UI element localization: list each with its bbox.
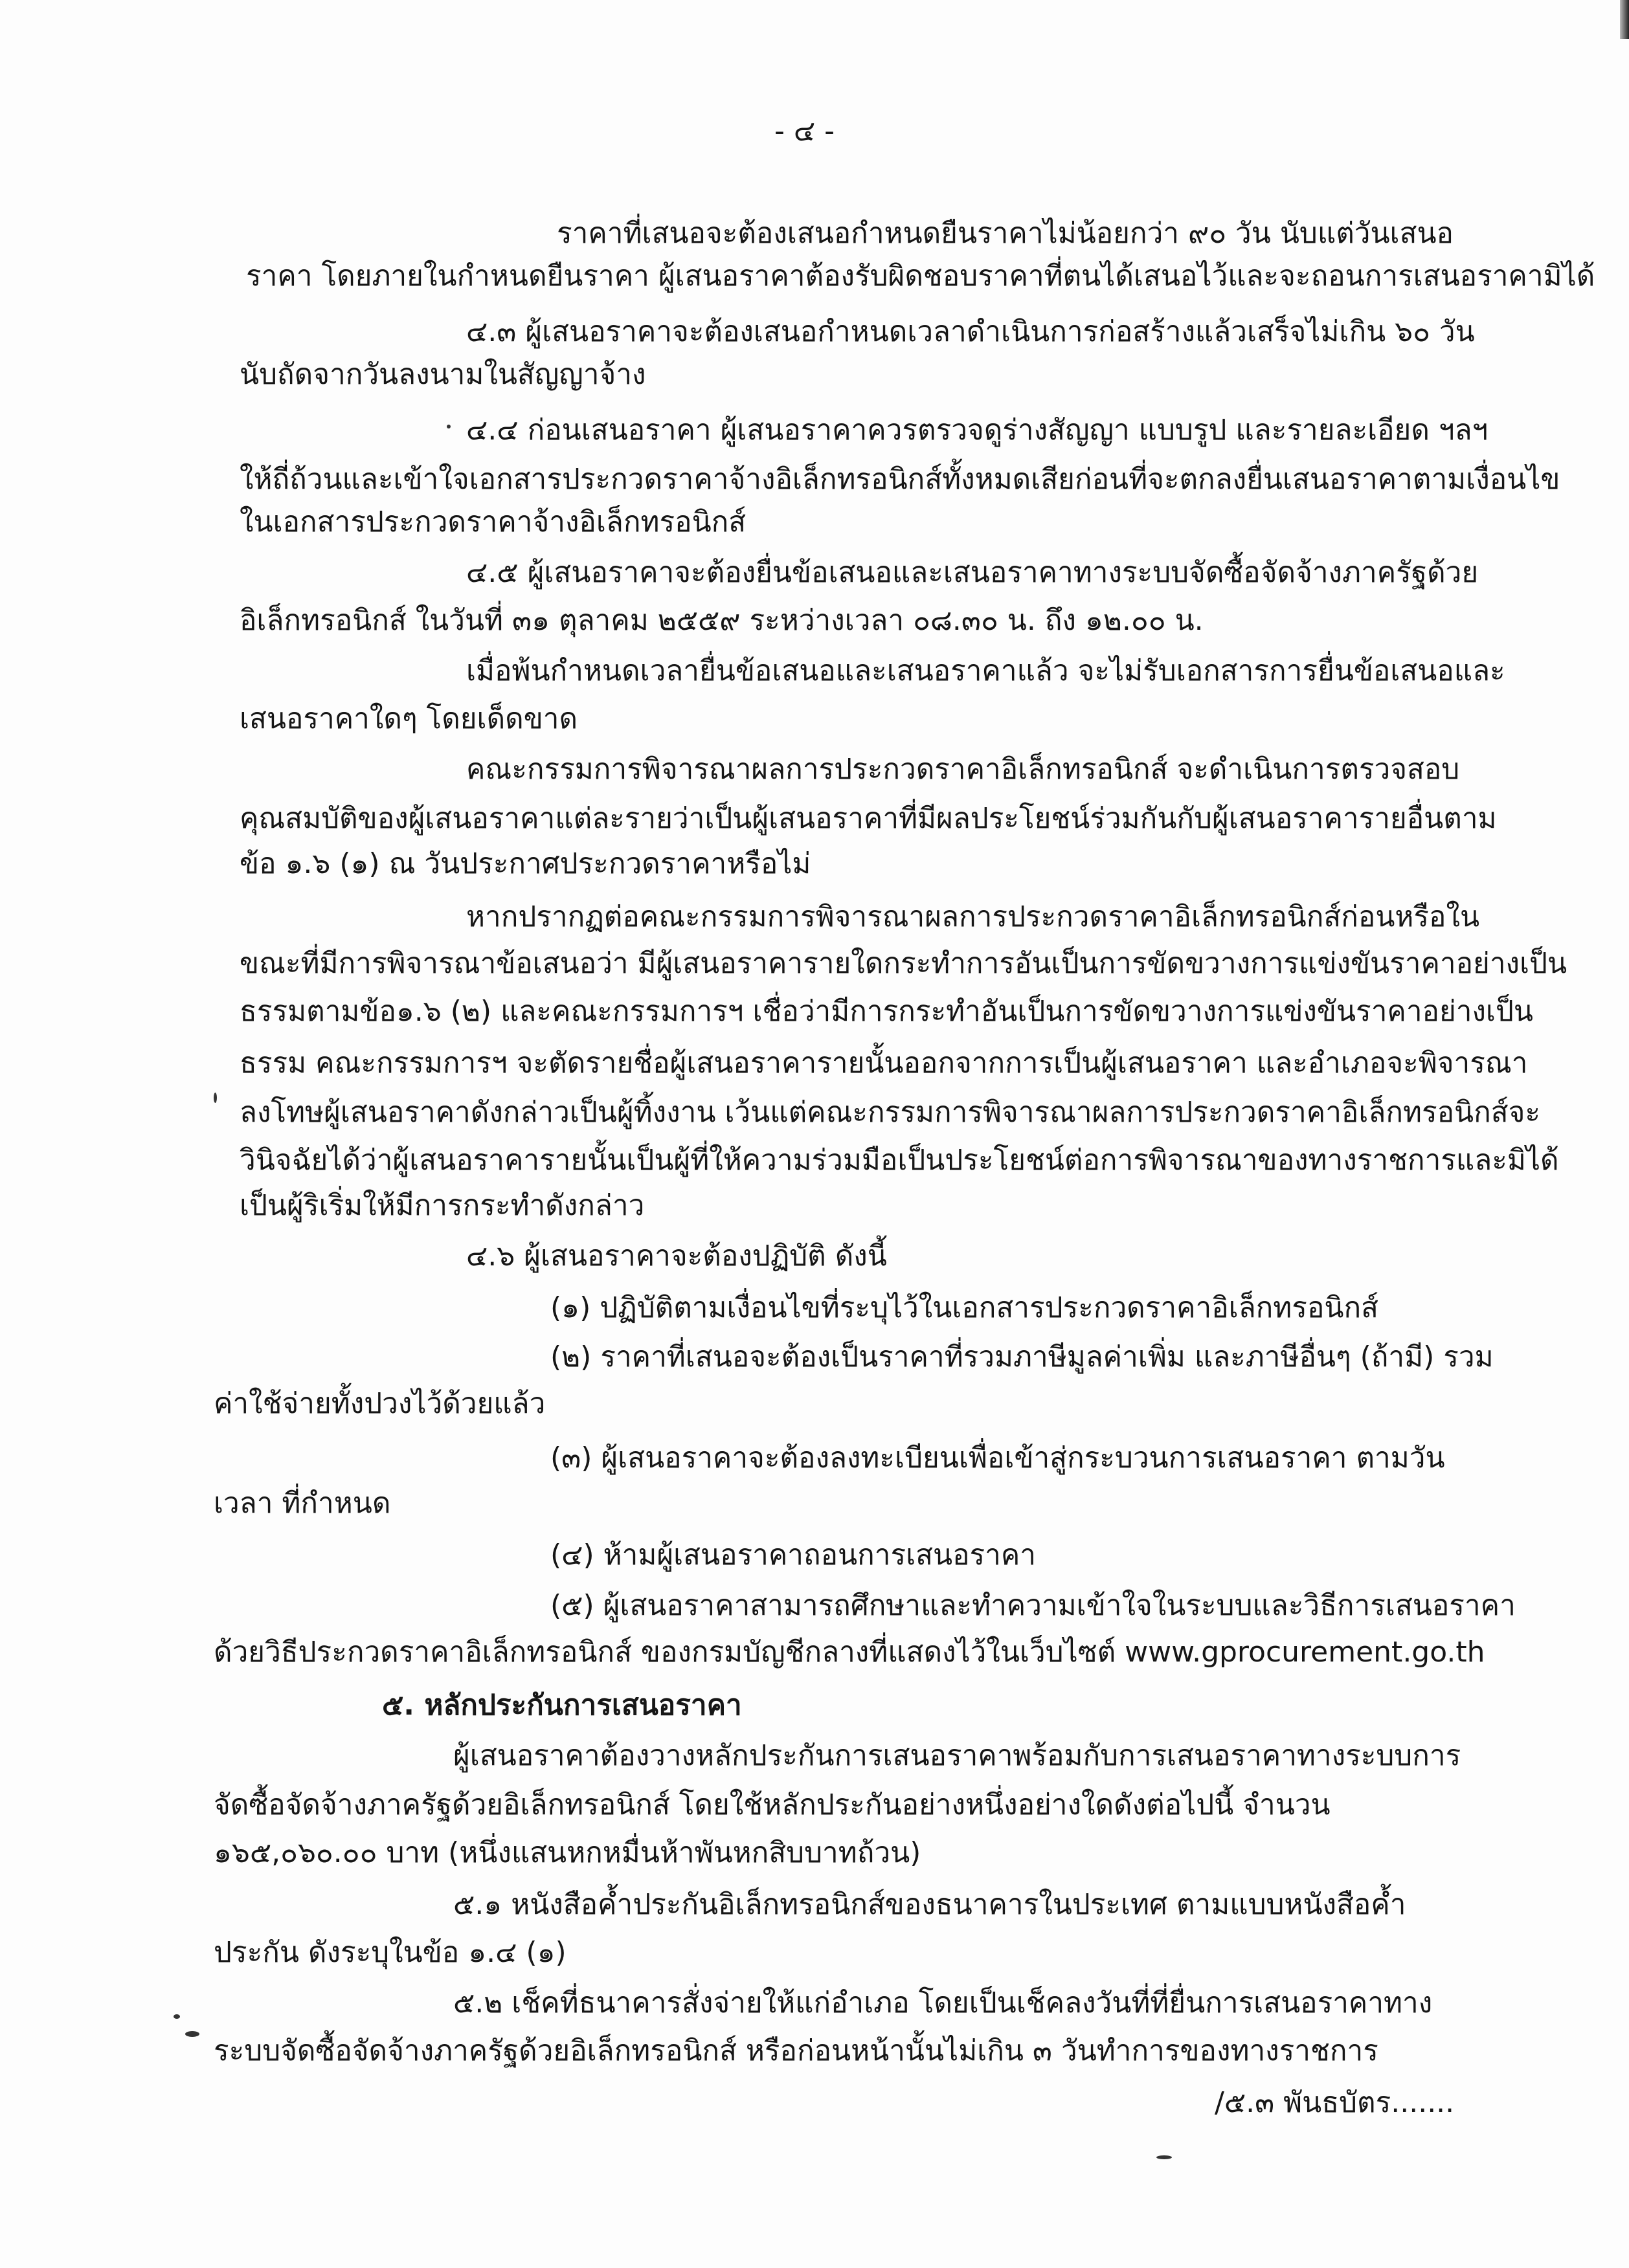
paragraph-line: ๔.๕ ผู้เสนอราคาจะต้องยื่นข้อเสนอและเสนอราคาทางระบบจัดซื้อจัดจ้างภาครัฐด้วย	[466, 556, 1479, 589]
paragraph-line: ๑๖๕,๐๖๐.๐๐ บาท (หนึ่งแสนหกหมื่นห้าพันหกสิบบาทถ้วน)	[214, 1836, 921, 1869]
page-number: - ๔ -	[774, 115, 835, 148]
scan-speck	[447, 425, 451, 428]
paragraph-line: ๕.๑ หนังสือค้ำประกันอิเล็กทรอนิกส์ของธนาคารในประเทศ ตามแบบหนังสือค้ำ	[453, 1888, 1406, 1921]
paragraph-line: ลงโทษผู้เสนอราคาดังกล่าวเป็นผู้ทิ้งงาน เว้นแต่คณะกรรมการพิจารณาผลการประกวดราคาอิเล็กทรอนิกส์จะ	[240, 1096, 1541, 1129]
paragraph-line: ๔.๓ ผู้เสนอราคาจะต้องเสนอกำหนดเวลาดำเนินการก่อสร้างแล้วเสร็จไม่เกิน ๖๐ วัน	[466, 315, 1475, 348]
paragraph-line: ให้ถี่ถ้วนและเข้าใจเอกสารประกวดราคาจ้างอิเล็กทรอนิกส์ทั้งหมดเสียก่อนที่จะตกลงยื่นเสนอราคาตามเงื่อนไข	[240, 463, 1560, 496]
scan-speck	[174, 2014, 180, 2019]
paragraph-line: จัดซื้อจัดจ้างภาครัฐด้วยอิเล็กทรอนิกส์ โดยใช้หลักประกันอย่างหนึ่งอย่างใดดังต่อไปนี้ จำนวน	[214, 1788, 1331, 1821]
paragraph-line: ประกัน ดังระบุในข้อ ๑.๔ (๑)	[214, 1936, 567, 1969]
paragraph-line: ราคาที่เสนอจะต้องเสนอกำหนดยืนราคาไม่น้อยกว่า ๙๐ วัน นับแต่วันเสนอ	[557, 217, 1454, 250]
continuation-note: /๕.๓ พันธบัตร.......	[1215, 2086, 1455, 2119]
paragraph-line: ข้อ ๑.๖ (๑) ณ วันประกาศประกวดราคาหรือไม่	[240, 847, 811, 880]
paragraph-line: (๔) ห้ามผู้เสนอราคาถอนการเสนอราคา	[550, 1539, 1036, 1572]
paragraph-line: หากปรากฏต่อคณะกรรมการพิจารณาผลการประกวดราคาอิเล็กทรอนิกส์ก่อนหรือใน	[466, 900, 1480, 933]
paragraph-line: ค่าใช้จ่ายทั้งปวงไว้ด้วยแล้ว	[214, 1387, 546, 1420]
paragraph-line: (๕) ผู้เสนอราคาสามารถศึกษาและทำความเข้าใจในระบบและวิธีการเสนอราคา	[550, 1589, 1516, 1622]
paragraph-line: คณะกรรมการพิจารณาผลการประกวดราคาอิเล็กทรอนิกส์ จะดำเนินการตรวจสอบ	[466, 753, 1460, 786]
paragraph-line: อิเล็กทรอนิกส์ ในวันที่ ๓๑ ตุลาคม ๒๕๕๙ ระหว่างเวลา ๐๘.๓๐ น. ถึง ๑๒.๐๐ น.	[240, 604, 1204, 637]
paragraph-line: (๓) ผู้เสนอราคาจะต้องลงทะเบียนเพื่อเข้าสู่กระบวนการเสนอราคา ตามวัน	[550, 1441, 1445, 1474]
section-heading: ๕. หลักประกันการเสนอราคา	[382, 1689, 742, 1722]
paragraph-line: (๑) ปฏิบัติตามเงื่อนไขที่ระบุไว้ในเอกสารประกวดราคาอิเล็กทรอนิกส์	[550, 1291, 1378, 1324]
paragraph-line: ระบบจัดซื้อจัดจ้างภาครัฐด้วยอิเล็กทรอนิกส์ หรือก่อนหน้านั้นไม่เกิน ๓ วันทำการของทางราชการ	[214, 2034, 1378, 2067]
paragraph-line: ในเอกสารประกวดราคาจ้างอิเล็กทรอนิกส์	[240, 506, 747, 539]
paragraph-line: คุณสมบัติของผู้เสนอราคาแต่ละรายว่าเป็นผู้เสนอราคาที่มีผลประโยชน์ร่วมกันกับผู้เสนอราคารายอื่นตาม	[240, 802, 1497, 835]
paragraph-line: ราคา โดยภายในกำหนดยืนราคา ผู้เสนอราคาต้องรับผิดชอบราคาที่ตนได้เสนอไว้และจะถอนการเสนอราคามิได้	[246, 260, 1595, 293]
scan-edge-shadow	[1620, 0, 1629, 39]
paragraph-line: (๒) ราคาที่เสนอจะต้องเป็นราคาที่รวมภาษีมูลค่าเพิ่ม และภาษีอื่นๆ (ถ้ามี) รวม	[550, 1340, 1494, 1373]
paragraph-line: เวลา ที่กำหนด	[214, 1487, 391, 1520]
paragraph-line: เสนอราคาใดๆ โดยเด็ดขาด	[240, 702, 578, 735]
scan-speck	[185, 2031, 199, 2037]
paragraph-line: ธรรมตามข้อ๑.๖ (๒) และคณะกรรมการฯ เชื่อว่ามีการกระทำอันเป็นการขัดขวางการแข่งขันราคาอย่างเป็น	[240, 995, 1533, 1028]
paragraph-line: ธรรม คณะกรรมการฯ จะตัดรายชื่อผู้เสนอราคารายนั้นออกจากการเป็นผู้เสนอราคา และอำเภอจะพิจารณา	[240, 1047, 1528, 1080]
paragraph-line: นับถัดจากวันลงนามในสัญญาจ้าง	[240, 358, 646, 391]
paragraph-line: วินิจฉัยได้ว่าผู้เสนอราคารายนั้นเป็นผู้ที่ให้ความร่วมมือเป็นประโยชน์ต่อการพิจารณาของทางราชการและมิได้	[240, 1144, 1559, 1177]
paragraph-line: ๕.๒ เช็คที่ธนาคารสั่งจ่ายให้แก่อำเภอ โดยเป็นเช็คลงวันที่ที่ยื่นการเสนอราคาทาง	[453, 1986, 1433, 2019]
scan-speck	[1156, 2155, 1172, 2159]
scan-speck	[214, 1093, 217, 1103]
paragraph-line: ด้วยวิธีประกวดราคาอิเล็กทรอนิกส์ ของกรมบัญชีกลางที่แสดงไว้ในเว็บไซต์ www.gprocurement.go.th	[214, 1636, 1485, 1669]
paragraph-line: ขณะที่มีการพิจารณาข้อเสนอว่า มีผู้เสนอราคารายใดกระทำการอันเป็นการขัดขวางการแข่งขันราคาอย่างเป็น	[240, 947, 1567, 980]
paragraph-line: ๔.๔ ก่อนเสนอราคา ผู้เสนอราคาควรตรวจดูร่างสัญญา แบบรูป และรายละเอียด ฯลฯ	[466, 414, 1489, 447]
paragraph-line: เป็นผู้ริเริ่มให้มีการกระทำดังกล่าว	[240, 1189, 645, 1222]
paragraph-line: ผู้เสนอราคาต้องวางหลักประกันการเสนอราคาพร้อมกับการเสนอราคาทางระบบการ	[453, 1739, 1461, 1772]
paragraph-line: ๔.๖ ผู้เสนอราคาจะต้องปฏิบัติ ดังนี้	[466, 1240, 887, 1273]
paragraph-line: เมื่อพ้นกำหนดเวลายื่นข้อเสนอและเสนอราคาแล้ว จะไม่รับเอกสารการยื่นข้อเสนอและ	[466, 654, 1505, 687]
